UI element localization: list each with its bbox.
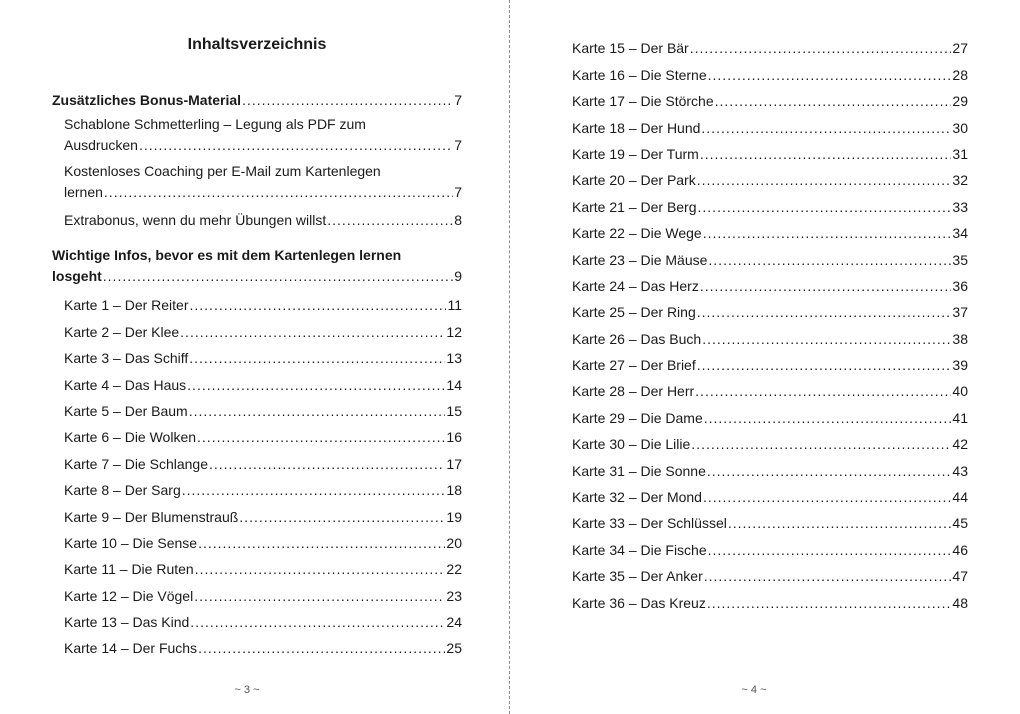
toc-page-number: 16	[446, 429, 462, 446]
toc-leader-dots	[728, 513, 952, 533]
toc-entry-label: Karte 26 – Das Buch	[572, 330, 702, 347]
toc-entry[interactable]	[52, 474, 462, 500]
toc-leader-dots	[704, 408, 952, 428]
toc-page-number: 36	[952, 277, 968, 294]
toc-entry[interactable]	[572, 560, 968, 586]
toc-leader-dots	[697, 170, 952, 190]
toc-entry-label: Karte 7 – Die Schlange	[64, 455, 208, 472]
toc-page-number: 25	[446, 640, 462, 657]
toc-entry-label: Karte 20 – Der Park	[572, 172, 696, 189]
toc-entry-extrabonus[interactable]	[52, 208, 462, 230]
toc-leader-dots	[194, 586, 445, 606]
toc-page-number: 30	[952, 119, 968, 136]
toc-leader-dots	[691, 434, 951, 454]
right-page	[572, 0, 968, 714]
toc-entry-label: Karte 30 – Die Lilie	[572, 436, 691, 453]
toc-entry[interactable]	[52, 421, 462, 447]
toc-entry[interactable]	[572, 586, 968, 612]
toc-page-number: 37	[952, 304, 968, 321]
toc-entry-label: Karte 4 – Das Haus	[64, 376, 187, 393]
toc-bonus-section	[52, 84, 462, 230]
toc-entry[interactable]	[52, 395, 462, 421]
toc-entry[interactable]	[572, 32, 968, 58]
toc-entry[interactable]	[572, 401, 968, 427]
toc-page-number: 13	[446, 350, 462, 367]
toc-entry-label: Karte 13 – Das Kind	[64, 614, 190, 631]
toc-leader-dots	[708, 540, 952, 560]
toc-entry[interactable]	[572, 58, 968, 84]
page-title: Inhaltsverzeichnis	[187, 36, 327, 53]
toc-entry-label: Karte 25 – Der Ring	[572, 304, 696, 321]
toc-entry-label: Karte 6 – Die Wolken	[64, 429, 197, 446]
toc-page-number: 43	[952, 462, 968, 479]
toc-card-list-left	[52, 289, 462, 658]
toc-entry-label: Karte 35 – Der Anker	[572, 568, 703, 585]
toc-page-number: 14	[446, 376, 462, 393]
toc-entry[interactable]	[572, 190, 968, 216]
toc-entry-label: Extrabonus, wenn du mehr Übungen willst	[64, 212, 327, 229]
toc-page-number: 7	[454, 184, 462, 201]
toc-page-number: 41	[952, 409, 968, 426]
toc-page-number: 42	[952, 436, 968, 453]
toc-leader-dots	[242, 90, 453, 110]
toc-entry[interactable]	[52, 632, 462, 658]
toc-leader-dots	[190, 295, 447, 315]
toc-entry[interactable]	[572, 217, 968, 243]
toc-entry-label: Karte 34 – Die Fische	[572, 541, 707, 558]
toc-leader-dots	[190, 612, 445, 632]
toc-entry-label: Karte 3 – Das Schiff	[64, 350, 189, 367]
toc-leader-dots	[182, 480, 446, 500]
toc-entry-label: Karte 12 – Die Vögel	[64, 587, 194, 604]
toc-entry[interactable]	[572, 164, 968, 190]
toc-entry-label: Karte 23 – Die Mäuse	[572, 251, 708, 268]
toc-page-number: 27	[952, 40, 968, 57]
toc-leader-dots	[139, 135, 453, 156]
toc-entry[interactable]	[572, 481, 968, 507]
toc-entry[interactable]	[52, 342, 462, 368]
toc-entry[interactable]	[52, 447, 462, 473]
toc-leader-dots	[198, 533, 445, 553]
toc-page-number: 33	[952, 198, 968, 215]
toc-entry-label-line2: losgeht	[52, 268, 102, 284]
toc-leader-dots	[715, 91, 952, 111]
toc-leader-dots	[707, 461, 952, 481]
left-page	[52, 0, 462, 714]
toc-leader-dots	[703, 487, 951, 507]
toc-entry-infos-heading[interactable]	[52, 245, 462, 287]
toc-page-number: 35	[952, 251, 968, 268]
toc-entry[interactable]	[52, 553, 462, 579]
page-divider	[509, 0, 510, 714]
toc-page-number: 22	[446, 561, 462, 578]
toc-entry[interactable]	[572, 270, 968, 296]
toc-page-number: 15	[446, 402, 462, 419]
toc-leader-dots	[707, 593, 952, 613]
toc-entry-label: Karte 18 – Der Hund	[572, 119, 701, 136]
toc-page-number: 48	[952, 594, 968, 611]
toc-leader-dots	[698, 197, 952, 217]
toc-card-list-right	[572, 32, 968, 613]
toc-page-number: 19	[446, 508, 462, 525]
toc-page-number: 28	[952, 66, 968, 83]
toc-page-number: 8	[454, 212, 462, 229]
toc-entry-label-line1: Wichtige Infos, bevor es mit dem Kartenlegen lernen	[52, 247, 402, 263]
toc-entry-label: Karte 11 – Die Ruten	[64, 561, 194, 578]
toc-entry-label-line2: Ausdrucken	[64, 137, 138, 154]
toc-entry[interactable]	[572, 375, 968, 401]
toc-entry[interactable]	[572, 533, 968, 559]
toc-page-number: 24	[446, 614, 462, 631]
toc-entry-label: Karte 36 – Das Kreuz	[572, 594, 706, 611]
toc-leader-dots	[195, 559, 446, 579]
toc-leader-dots	[180, 322, 445, 342]
toc-entry-label: Karte 28 – Der Herr	[572, 383, 695, 400]
toc-leader-dots	[708, 65, 952, 85]
toc-page-number: 40	[952, 383, 968, 400]
toc-entry[interactable]	[572, 85, 968, 111]
toc-page-number: 11	[447, 297, 462, 314]
toc-entry-label-line2: lernen	[64, 184, 103, 201]
toc-page-number: 29	[952, 93, 968, 110]
toc-entry-label: Karte 8 – Der Sarg	[64, 482, 181, 499]
toc-entry-label: Karte 31 – Die Sonne	[572, 462, 706, 479]
toc-entry[interactable]	[52, 500, 462, 526]
toc-page-number: 9	[454, 268, 462, 284]
toc-entry-label: Karte 32 – Der Mond	[572, 489, 702, 506]
toc-leader-dots	[697, 355, 952, 375]
toc-entry-label: Karte 17 – Die Störche	[572, 93, 714, 110]
toc-leader-dots	[690, 38, 952, 58]
toc-entry-label-line1: Schablone Schmetterling – Legung als PDF zum	[64, 116, 366, 133]
toc-page-number: 12	[446, 323, 462, 340]
toc-page-number: 23	[446, 587, 462, 604]
toc-entry[interactable]	[572, 507, 968, 533]
toc-leader-dots	[189, 401, 446, 421]
toc-entry[interactable]	[572, 296, 968, 322]
toc-entry-label: Karte 33 – Der Schlüssel	[572, 515, 727, 532]
toc-entry-label: Karte 2 – Der Klee	[64, 323, 180, 340]
toc-entry-coaching[interactable]	[52, 161, 462, 203]
toc-leader-dots	[189, 348, 445, 368]
page-number-footer: ~ 3 ~	[234, 684, 260, 696]
toc-page-number: 44	[952, 489, 968, 506]
toc-page-number: 45	[952, 515, 968, 532]
toc-leader-dots	[187, 375, 445, 395]
toc-entry[interactable]	[572, 111, 968, 137]
toc-entry[interactable]	[572, 138, 968, 164]
toc-leader-dots	[198, 638, 445, 658]
toc-leader-dots	[703, 223, 952, 243]
toc-leader-dots	[104, 182, 453, 203]
toc-page-number: 18	[446, 482, 462, 499]
toc-entry-label: Karte 29 – Die Dame	[572, 409, 703, 426]
toc-entry-label-line1: Kostenloses Coaching per E-Mail zum Kartenlegen	[64, 163, 381, 180]
toc-leader-dots	[103, 266, 453, 287]
toc-entry-label: Karte 15 – Der Bär	[572, 40, 689, 57]
toc-leader-dots	[701, 118, 951, 138]
toc-page-number: 17	[446, 455, 462, 472]
toc-entry-label: Karte 9 – Der Blumenstrauß	[64, 508, 239, 525]
toc-leader-dots	[708, 250, 951, 270]
toc-page-number: 7	[454, 137, 462, 154]
toc-entry[interactable]	[572, 428, 968, 454]
toc-entry-label: Karte 21 – Der Berg	[572, 198, 697, 215]
toc-entry-schablone[interactable]	[52, 114, 462, 156]
toc-entry-label: Karte 5 – Der Baum	[64, 402, 188, 419]
toc-page-number: 38	[952, 330, 968, 347]
toc-leader-dots	[700, 276, 952, 296]
toc-leader-dots	[697, 302, 952, 322]
toc-entry-label: Karte 24 – Das Herz	[572, 277, 699, 294]
toc-leader-dots	[197, 427, 445, 447]
toc-entry-label: Karte 1 – Der Reiter	[64, 297, 189, 314]
toc-leader-dots	[702, 329, 951, 349]
toc-entry[interactable]	[572, 243, 968, 269]
toc-entry[interactable]	[52, 606, 462, 632]
toc-entry[interactable]	[52, 527, 462, 553]
toc-entry[interactable]	[572, 349, 968, 375]
toc-page-number: 34	[952, 225, 968, 242]
toc-entry[interactable]	[52, 368, 462, 394]
toc-entry[interactable]	[52, 315, 462, 341]
toc-leader-dots	[239, 507, 445, 527]
page-number-footer: ~ 4 ~	[741, 684, 767, 696]
toc-page-number: 20	[446, 534, 462, 551]
toc-leader-dots	[695, 381, 951, 401]
toc-entry[interactable]	[572, 322, 968, 348]
toc-leader-dots	[704, 566, 952, 586]
toc-leader-dots	[209, 454, 445, 474]
toc-entry-label: Karte 19 – Der Turm	[572, 145, 699, 162]
toc-entry-label: Karte 10 – Die Sense	[64, 534, 198, 551]
toc-entry[interactable]	[572, 454, 968, 480]
toc-page-number: 31	[952, 145, 968, 162]
toc-leader-dots	[327, 210, 453, 230]
toc-page-number: 7	[454, 92, 462, 109]
toc-entry-label: Karte 14 – Der Fuchs	[64, 640, 198, 657]
toc-entry-label: Karte 27 – Der Brief	[572, 357, 696, 374]
toc-leader-dots	[700, 144, 952, 164]
toc-entry-label: Karte 22 – Die Wege	[572, 225, 702, 242]
toc-entry-label: Zusätzliches Bonus-Material	[52, 92, 242, 109]
toc-entry[interactable]	[52, 579, 462, 605]
toc-entry-bonus-heading[interactable]	[52, 84, 462, 110]
toc-page-number: 46	[952, 541, 968, 558]
toc-infos-section	[52, 245, 462, 658]
toc-page-number: 32	[952, 172, 968, 189]
toc-page-number: 39	[952, 357, 968, 374]
toc-entry[interactable]	[52, 289, 462, 315]
toc-entry-label: Karte 16 – Die Sterne	[572, 66, 707, 83]
toc-page-number: 47	[952, 568, 968, 585]
